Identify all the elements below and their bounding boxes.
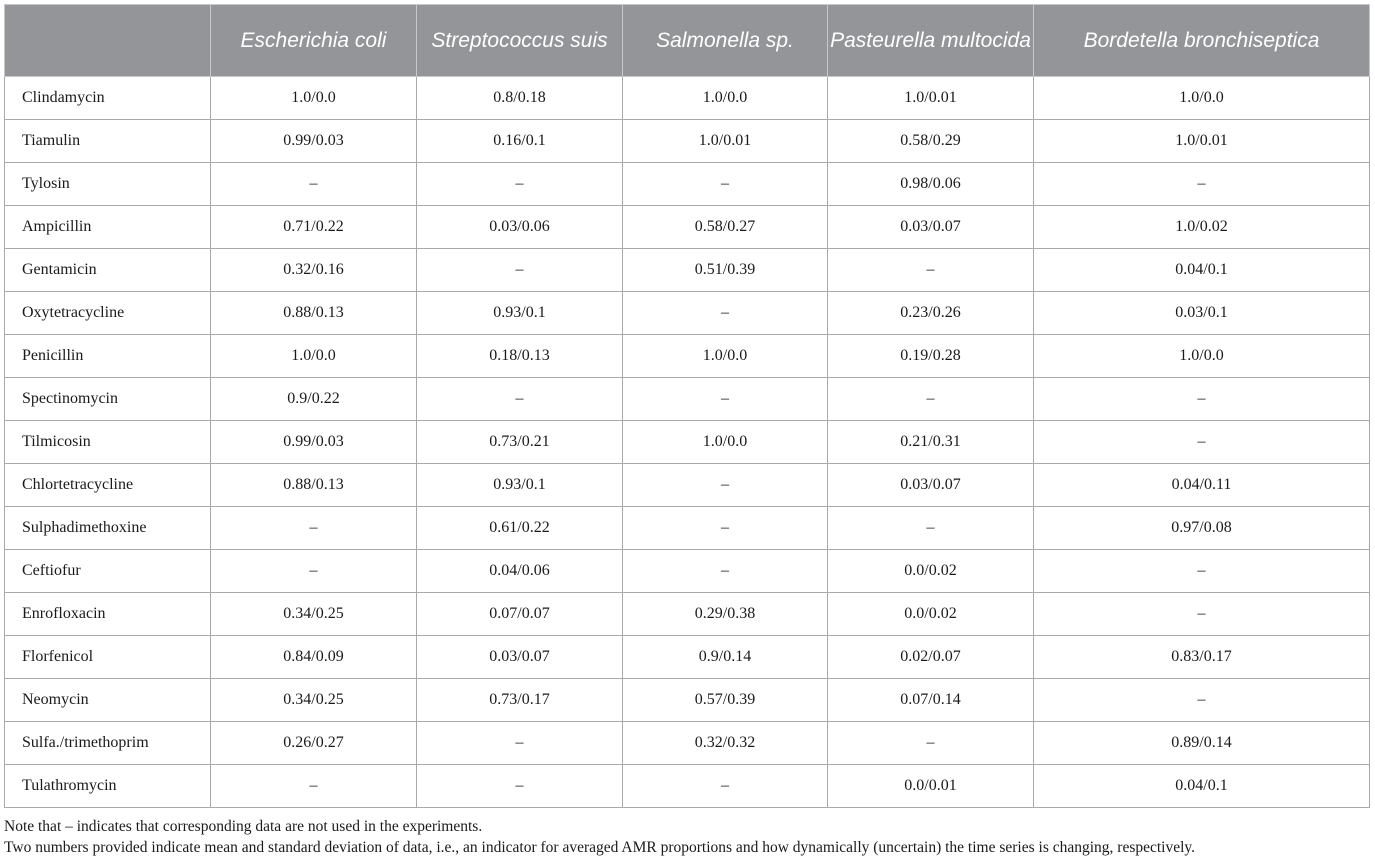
value-cell: 0.8/0.18 [417,77,623,120]
value-cell: 0.21/0.31 [828,421,1034,464]
table-row [5,292,1370,335]
header-row [5,5,1370,77]
value-cell: 0.97/0.08 [1034,507,1370,550]
value-cell: – [211,550,417,593]
value-cell: 0.32/0.16 [211,249,417,292]
value-cell: 0.83/0.17 [1034,636,1370,679]
table-row [5,636,1370,679]
value-cell: 0.04/0.1 [1034,249,1370,292]
value-cell: – [417,249,623,292]
value-cell: 0.84/0.09 [211,636,417,679]
value-cell: 0.58/0.27 [623,206,828,249]
value-cell: 0.0/0.02 [828,550,1034,593]
table-row [5,421,1370,464]
value-cell: 0.07/0.07 [417,593,623,636]
table-row [5,249,1370,292]
drug-name-cell: Clindamycin [5,77,211,120]
value-cell: 0.04/0.11 [1034,464,1370,507]
value-cell: – [1034,679,1370,722]
value-cell: – [828,249,1034,292]
value-cell: 0.04/0.06 [417,550,623,593]
drug-name-cell: Florfenicol [5,636,211,679]
table-row [5,77,1370,120]
value-cell: 0.58/0.29 [828,120,1034,163]
value-cell: 0.29/0.38 [623,593,828,636]
value-cell: 0.03/0.07 [828,206,1034,249]
value-cell: 0.03/0.07 [417,636,623,679]
column-header-pasteurella-multocida: Pasteurella multocida [828,5,1034,77]
value-cell: – [828,378,1034,421]
value-cell: 1.0/0.0 [211,335,417,378]
drug-name-cell: Tiamulin [5,120,211,163]
value-cell: 0.26/0.27 [211,722,417,765]
value-cell: – [211,765,417,808]
value-cell: 0.93/0.1 [417,464,623,507]
value-cell: – [623,550,828,593]
value-cell: 0.34/0.25 [211,593,417,636]
amr-table [4,4,1370,808]
drug-name-cell: Tulathromycin [5,765,211,808]
table-row [5,722,1370,765]
value-cell: 0.73/0.21 [417,421,623,464]
value-cell: 0.57/0.39 [623,679,828,722]
value-cell: 0.04/0.1 [1034,765,1370,808]
value-cell: – [417,163,623,206]
value-cell: 0.99/0.03 [211,120,417,163]
value-cell: 1.0/0.0 [1034,335,1370,378]
column-header-streptococcus-suis: Streptococcus suis [417,5,623,77]
value-cell: 0.07/0.14 [828,679,1034,722]
drug-name-cell: Penicillin [5,335,211,378]
value-cell: 0.32/0.32 [623,722,828,765]
value-cell: – [211,163,417,206]
value-cell: 0.34/0.25 [211,679,417,722]
value-cell: 1.0/0.02 [1034,206,1370,249]
value-cell: 0.61/0.22 [417,507,623,550]
value-cell: 1.0/0.01 [623,120,828,163]
drug-name-cell: Ampicillin [5,206,211,249]
value-cell: 0.18/0.13 [417,335,623,378]
value-cell: 0.73/0.17 [417,679,623,722]
value-cell: – [623,464,828,507]
value-cell: 1.0/0.01 [1034,120,1370,163]
value-cell: – [417,722,623,765]
column-header-bordetella-bronchiseptica: Bordetella bronchiseptica [1034,5,1370,77]
note-mean-sd: Two numbers provided indicate mean and standard deviation of data, i.e., an indicator for averaged AMR proportions and how dynamically (uncertain) the time series is changing, respectively. [4,839,1196,856]
value-cell: – [623,378,828,421]
value-cell: 0.89/0.14 [1034,722,1370,765]
value-cell: – [623,292,828,335]
corner-header [5,5,211,77]
drug-name-cell: Spectinomycin [5,378,211,421]
drug-name-cell: Enrofloxacin [5,593,211,636]
value-cell: 0.19/0.28 [828,335,1034,378]
drug-name-cell: Oxytetracycline [5,292,211,335]
table-row [5,206,1370,249]
value-cell: 0.88/0.13 [211,292,417,335]
value-cell: – [828,507,1034,550]
drug-name-cell: Sulfa./trimethoprim [5,722,211,765]
value-cell: – [828,722,1034,765]
value-cell: 0.9/0.14 [623,636,828,679]
value-cell: 1.0/0.0 [623,77,828,120]
table-row [5,120,1370,163]
value-cell: 1.0/0.0 [623,335,828,378]
value-cell: – [417,378,623,421]
value-cell: 0.98/0.06 [828,163,1034,206]
value-cell: 0.9/0.22 [211,378,417,421]
value-cell: 1.0/0.01 [828,77,1034,120]
value-cell: 0.0/0.02 [828,593,1034,636]
drug-name-cell: Tylosin [5,163,211,206]
value-cell: 0.03/0.07 [828,464,1034,507]
table-row [5,335,1370,378]
table-row [5,507,1370,550]
drug-name-cell: Gentamicin [5,249,211,292]
table-row [5,765,1370,808]
value-cell: – [1034,593,1370,636]
table-row [5,464,1370,507]
value-cell: 0.71/0.22 [211,206,417,249]
value-cell: 0.03/0.1 [1034,292,1370,335]
value-cell: – [1034,163,1370,206]
drug-name-cell: Ceftiofur [5,550,211,593]
table-body [5,77,1370,808]
table-row [5,550,1370,593]
value-cell: – [623,507,828,550]
value-cell: 0.23/0.26 [828,292,1034,335]
value-cell: 0.0/0.01 [828,765,1034,808]
table-container [4,4,1369,858]
table-row [5,378,1370,421]
column-header-escherichia-coli: Escherichia coli [211,5,417,77]
table-row [5,593,1370,636]
value-cell: – [417,765,623,808]
drug-name-cell: Neomycin [5,679,211,722]
value-cell: – [1034,421,1370,464]
drug-name-cell: Tilmicosin [5,421,211,464]
value-cell: 0.51/0.39 [623,249,828,292]
value-cell: – [623,765,828,808]
drug-name-cell: Sulphadimethoxine [5,507,211,550]
value-cell: – [623,163,828,206]
value-cell: 0.16/0.1 [417,120,623,163]
value-cell: 1.0/0.0 [623,421,828,464]
note-dash: Note that – indicates that corresponding data are not used in the experiments. [4,818,483,835]
table-notes [4,816,1369,858]
value-cell: 0.88/0.13 [211,464,417,507]
value-cell: 0.93/0.1 [417,292,623,335]
table-row [5,679,1370,722]
value-cell: 1.0/0.0 [211,77,417,120]
value-cell: – [1034,378,1370,421]
column-header-salmonella: Salmonella sp. [623,5,828,77]
value-cell: – [1034,550,1370,593]
drug-name-cell: Chlortetracycline [5,464,211,507]
table-row [5,163,1370,206]
value-cell: 0.03/0.06 [417,206,623,249]
value-cell: 0.99/0.03 [211,421,417,464]
value-cell: – [211,507,417,550]
value-cell: 1.0/0.0 [1034,77,1370,120]
value-cell: 0.02/0.07 [828,636,1034,679]
